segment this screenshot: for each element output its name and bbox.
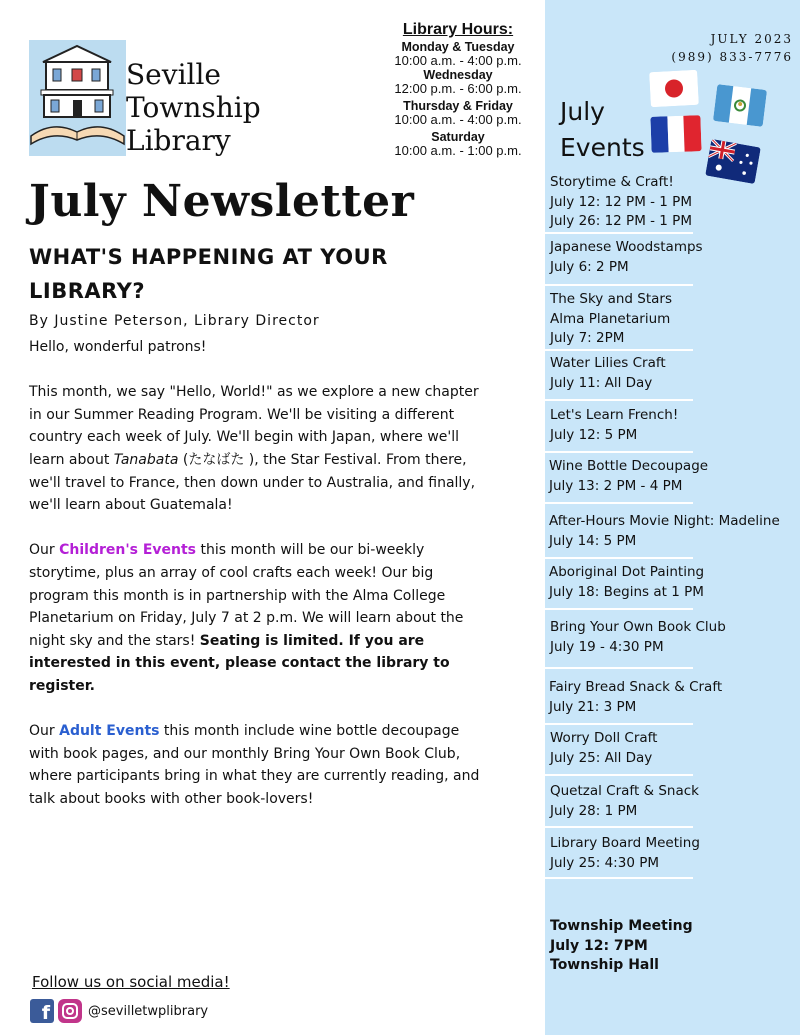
newsletter-title: July Newsletter — [29, 176, 415, 227]
events-title-line: July — [560, 97, 605, 126]
library-name-line: Township — [126, 91, 261, 124]
phone-number: (989) 833-7776 — [671, 50, 793, 64]
guatemala-flag — [713, 84, 767, 127]
adult-events-highlight: Adult Events — [59, 723, 160, 740]
events-title-line: Events — [560, 133, 645, 162]
event-wine-bottle-decoupage — [549, 457, 789, 496]
event-title: Japanese Woodstamps — [550, 239, 703, 255]
hours-day: Saturday — [431, 130, 485, 144]
library-logo — [29, 40, 126, 156]
paragraph-text: Our — [29, 542, 60, 559]
library-hours — [388, 20, 528, 158]
event-title: Worry Doll Craft — [550, 730, 658, 746]
event-title: Library Board Meeting — [550, 835, 700, 851]
event-location: Alma Planetarium — [550, 310, 671, 327]
event-title: Fairy Bread Snack & Craft — [549, 679, 723, 695]
france-flag — [650, 115, 701, 153]
hours-title: Library Hours: — [402, 21, 514, 38]
event-divider — [545, 557, 693, 559]
event-divider — [545, 232, 693, 234]
event-quetzal-craft — [550, 782, 790, 821]
event-divider — [545, 502, 693, 504]
event-divider — [545, 877, 693, 879]
event-title: Bring Your Own Book Club — [550, 619, 726, 635]
event-learn-french — [550, 406, 790, 445]
event-divider — [545, 826, 693, 828]
event-divider — [545, 284, 693, 286]
paragraph-text: Our — [29, 723, 60, 740]
event-divider — [545, 667, 693, 669]
event-date: July 7: 2PM — [550, 330, 625, 346]
event-storytime — [550, 173, 790, 232]
event-dot-painting — [549, 563, 789, 602]
paragraph-adults — [29, 720, 484, 810]
event-water-lilies — [550, 354, 790, 393]
newsletter-subtitle: WHAT'S HAPPENING AT YOUR LIBRARY? — [29, 245, 388, 303]
event-date: July 18: Begins at 1 PM — [549, 583, 704, 600]
event-date: July 19 - 4:30 PM — [550, 638, 664, 655]
event-title: Wine Bottle Decoupage — [549, 458, 709, 474]
paragraph-children — [29, 539, 484, 697]
event-book-club — [550, 618, 790, 657]
event-divider — [545, 723, 693, 725]
hours-day: Monday & Tuesday — [401, 40, 515, 54]
paragraph-text: this month include wine bottle decoupage with book pages, and our monthly Bring Your Own Book Club, where participants bring in what they are currently reading, and talk about books with other book-lovers! — [29, 723, 480, 807]
township-meeting-location: Township Hall — [550, 957, 659, 973]
follow-us-link[interactable]: Follow us on social media! — [32, 973, 230, 991]
township-meeting — [550, 917, 693, 976]
hours-time: 10:00 a.m. - 4:00 p.m. — [394, 53, 522, 68]
event-worry-doll — [550, 729, 790, 768]
event-date: July 12: 12 PM - 1 PM — [550, 193, 692, 210]
paragraph-text: this month will be our bi-weekly storytime, plus an array of cool crafts each week! Our big program this month is in partnership with the Alma College Planetarium on Friday, July 7 at 2 p.m. We will learn about the night sky and the stars! — [29, 542, 464, 649]
event-date: July 21: 3 PM — [549, 698, 637, 715]
event-title: Quetzal Craft & Snack — [550, 783, 699, 799]
greeting: Hello, wonderful patrons! — [29, 339, 207, 355]
event-divider — [545, 349, 693, 351]
event-date: July 13: 2 PM - 4 PM — [549, 477, 683, 494]
event-date: July 11: All Day — [550, 374, 653, 391]
event-library-board — [550, 834, 790, 873]
childrens-events-highlight: Children's Events — [59, 542, 197, 559]
hours-day: Wednesday — [423, 68, 493, 82]
township-meeting-date: July 12: 7PM — [550, 937, 648, 954]
event-divider — [545, 608, 693, 610]
library-name-line: Seville — [126, 58, 222, 91]
library-name-line: Library — [126, 124, 231, 157]
hours-time: 12:00 p.m. - 6:00 p.m. — [394, 81, 522, 96]
facebook-icon[interactable]: f — [30, 999, 54, 1023]
event-title: Water Lilies Craft — [550, 355, 666, 371]
hours-day: Thursday & Friday — [403, 99, 513, 113]
issue-month: JULY 2023 — [710, 32, 793, 46]
event-title: Aboriginal Dot Painting — [549, 564, 705, 580]
events-title — [560, 94, 645, 166]
instagram-icon[interactable] — [58, 999, 82, 1023]
event-title: Storytime & Craft! — [550, 174, 674, 190]
event-date: July 12: 5 PM — [550, 426, 638, 443]
event-date: July 25: All Day — [550, 749, 653, 766]
byline: By Justine Peterson, Library Director — [29, 313, 320, 329]
event-fairy-bread — [549, 678, 789, 717]
social-links — [30, 999, 208, 1023]
event-title: The Sky and Stars — [550, 291, 672, 307]
event-date: July 26: 12 PM - 1 PM — [550, 213, 692, 229]
event-japanese-woodstamps — [550, 238, 790, 277]
event-date: July 28: 1 PM — [550, 802, 638, 819]
event-title: After-Hours Movie Night: Madeline — [549, 513, 780, 529]
library-name — [126, 58, 261, 157]
library-building-illustration — [29, 40, 126, 156]
events-sidebar — [545, 0, 800, 1035]
event-divider — [545, 399, 693, 401]
event-date: July 14: 5 PM — [549, 532, 637, 549]
japan-flag — [649, 70, 699, 107]
event-movie-night — [549, 512, 789, 551]
registration-notice: Seating is limited. If you are interested in this event, please contact the library to register. — [29, 632, 450, 694]
event-divider — [545, 451, 693, 453]
event-title: Let's Learn French! — [550, 407, 679, 423]
issue-date-contact — [671, 30, 793, 66]
paragraph-text: This month, we say "Hello, World!" as we explore a new chapter in our Summer Reading Program. We'll be visiting a different country each week of July. We'll begin with Japan, where we'll learn about — [29, 384, 479, 468]
paragraph-intro — [29, 381, 484, 517]
article-body — [29, 336, 484, 833]
hours-time: 10:00 a.m. - 4:00 p.m. — [394, 112, 522, 127]
event-sky-and-stars — [550, 290, 790, 349]
event-date: July 25: 4:30 PM — [550, 854, 659, 871]
hours-time: 10:00 a.m. - 1:00 p.m. — [394, 143, 522, 158]
event-date: July 6: 2 PM — [550, 258, 629, 275]
tanabata-term: Tanabata — [113, 451, 179, 468]
event-divider — [545, 774, 693, 776]
paragraph-text: (たなばた ), the Star Festival. From there, we'll travel to France, then down under to Australia, and finally, we'll learn about Guatemala! — [29, 451, 476, 514]
township-meeting-title: Township Meeting — [550, 918, 693, 934]
social-handle[interactable]: @sevilletwplibrary — [88, 1003, 209, 1019]
